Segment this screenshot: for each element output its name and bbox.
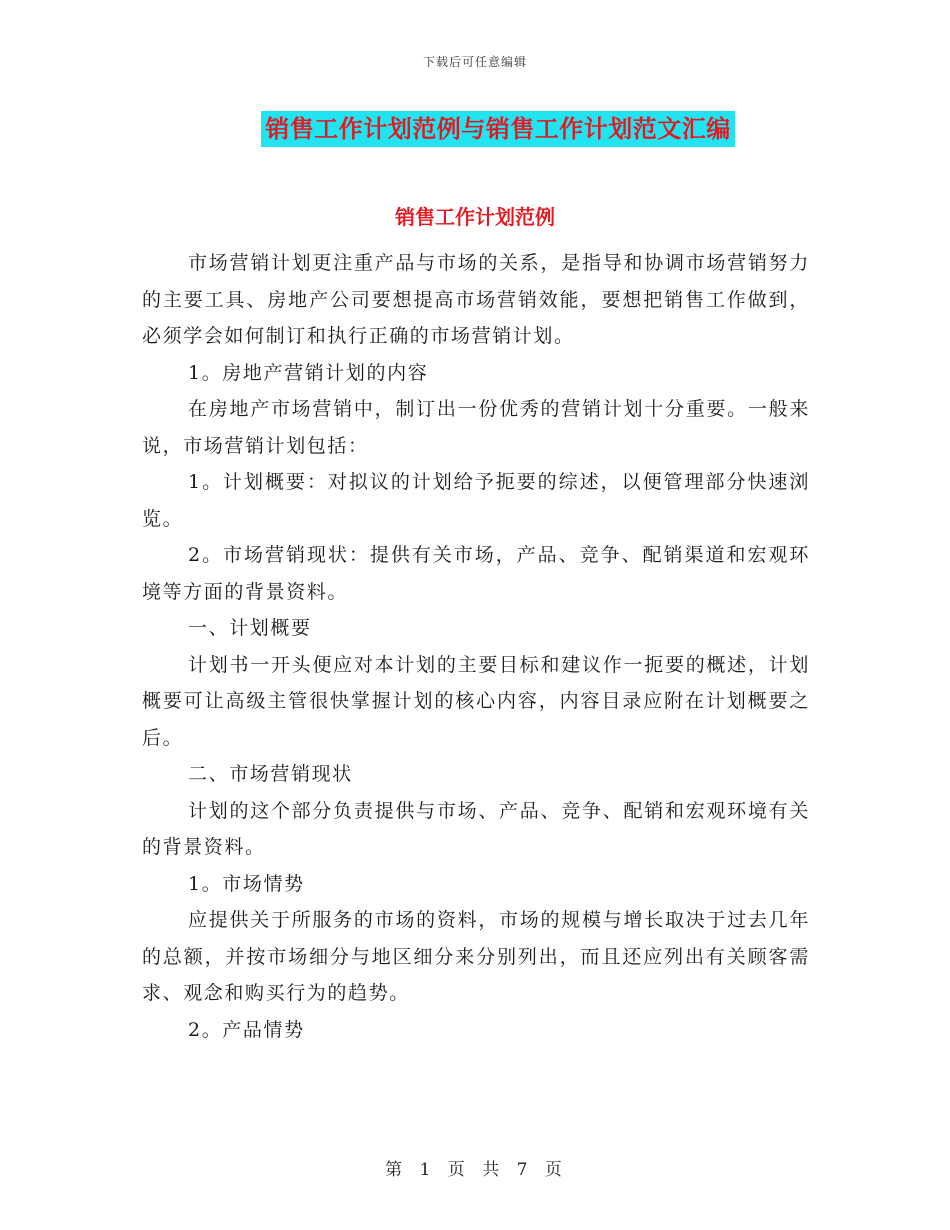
paragraph: 一、计划概要 [188,617,312,639]
paragraph: 市场营销计划更注重产品与市场的关系，是指导和协调市场营销努力的主要工具、房地产公司要想提高市场营销效能，要想把销售工作做到，必须学会如何制订和执行正确的市场营销计划。 [142,252,810,347]
paragraph: 2。产品情势 [188,1018,305,1041]
paragraph: 计划书一开头便应对本计划的主要目标和建议作一扼要的概述，计划概要可让高级主管很快掌握计划的核心内容，内容目录应附在计划概要之后。 [142,653,810,749]
main-title-container [0,111,950,147]
paragraph: 二、市场营销现状 [188,763,353,785]
section-title: 销售工作计划范例 [395,205,555,229]
paragraph: 1。房地产营销计划的内容 [188,361,429,384]
paragraph: 应提供关于所服务的市场的资料，市场的规模与增长取决于过去几年的总额，并按市场细分与地区细分来分别列出，而且还应列出有关顾客需求、观念和购买行为的趋势。 [142,909,810,1004]
paragraph: 计划的这个部分负责提供与市场、产品、竞争、配销和宏观环境有关的背景资料。 [142,799,810,858]
header-note: 下载后可任意编辑 [422,55,527,69]
paragraph: 1。计划概要：对拟议的计划给予扼要的综述，以便管理部分快速浏览。 [142,471,810,530]
document-body [142,245,810,1048]
page-number-footer: 第 1 页 共 7 页 [385,1160,565,1180]
paragraph: 在房地产市场营销中，制订出一份优秀的营销计划十分重要。一般来说，市场营销计划包括： [142,398,810,457]
paragraph: 2。市场营销现状：提供有关市场，产品、竞争、配销渠道和宏观环境等方面的背景资料。 [142,544,810,603]
paragraph: 1。市场情势 [188,872,305,895]
document-title: 销售工作计划范例与销售工作计划范文汇编 [261,111,735,147]
